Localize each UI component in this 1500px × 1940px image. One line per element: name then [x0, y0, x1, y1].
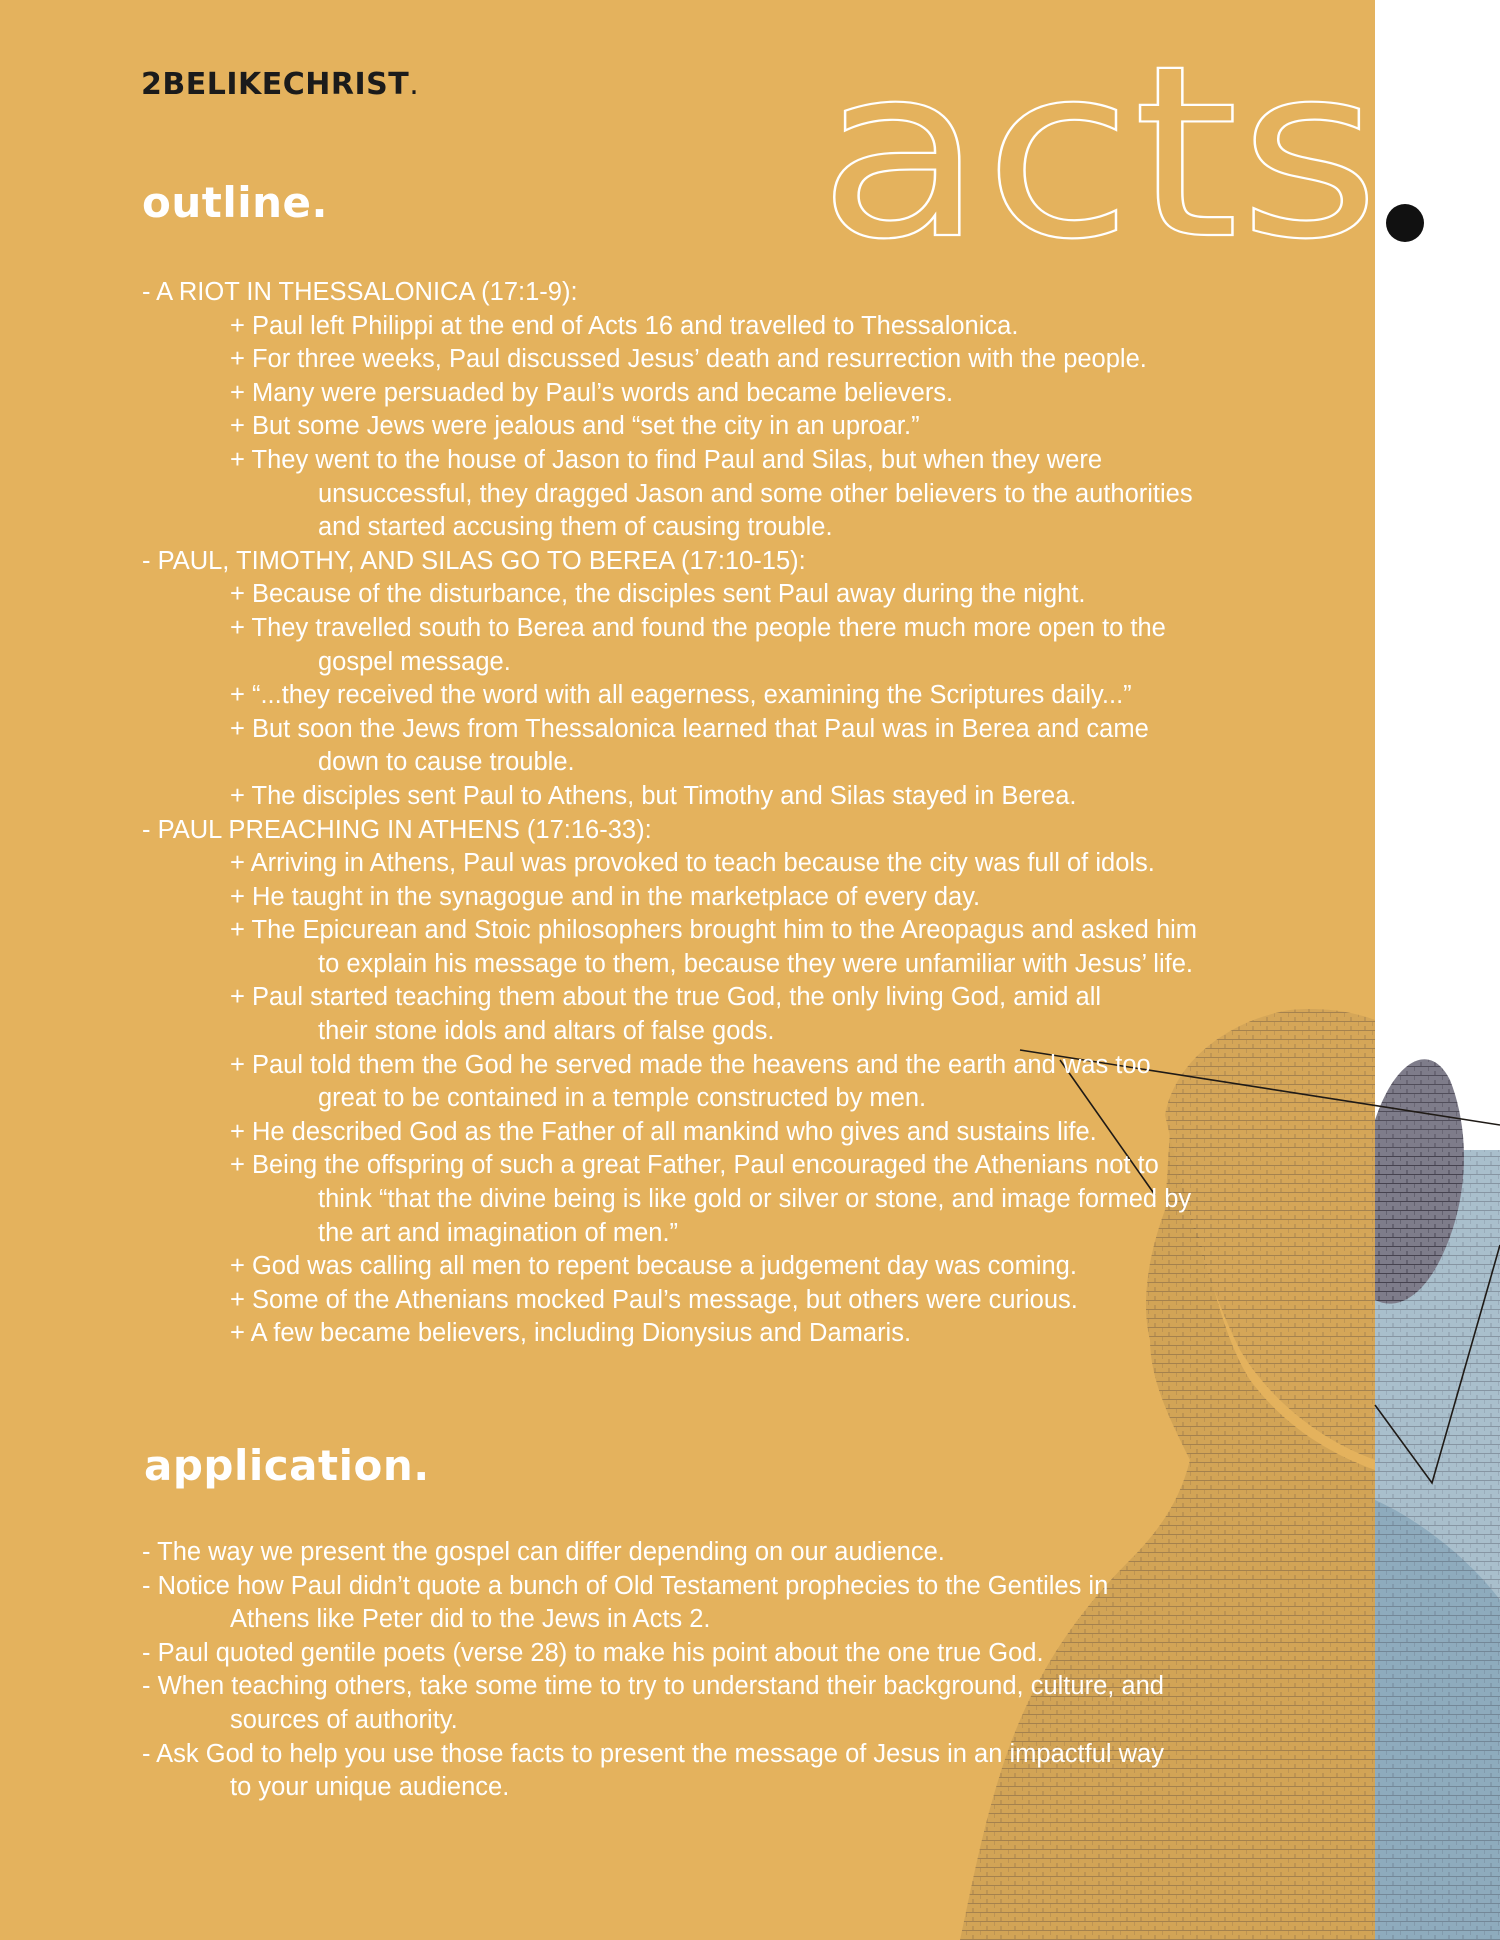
list-line: + The disciples sent Paul to Athens, but Timothy and Silas stayed in Berea.	[230, 781, 1077, 810]
list-line: - Paul quoted gentile poets (verse 28) to make his point about the one true God.	[142, 1638, 1044, 1667]
list-line: + Paul started teaching them about the true God, the only living God, amid all	[230, 983, 1102, 1012]
list-line: gospel message.	[318, 647, 511, 676]
list-line: down to cause trouble.	[318, 748, 575, 777]
outline-heading: outline.	[142, 178, 328, 227]
list-line: + For three weeks, Paul discussed Jesus’ death and resurrection with the people.	[230, 345, 1147, 374]
title-word: acts	[818, 15, 1380, 292]
list-line: - Notice how Paul didn’t quote a bunch of Old Testament prophecies to the Gentiles in	[142, 1571, 1109, 1600]
brand-logo	[141, 67, 419, 102]
list-line: + Some of the Athenians mocked Paul’s message, but others were curious.	[230, 1285, 1078, 1314]
list-line: + A few became believers, including Dionysius and Damaris.	[230, 1319, 912, 1348]
title-dot	[1386, 204, 1424, 242]
brand-name: 2BELIKECHRIST	[141, 67, 410, 102]
list-line: the art and imagination of men.”	[318, 1218, 679, 1247]
list-line: + The Epicurean and Stoic philosophers brought him to the Areopagus and asked him	[230, 916, 1198, 945]
list-line: unsuccessful, they dragged Jason and some other believers to the authorities	[318, 479, 1193, 508]
list-line: - A RIOT IN THESSALONICA (17:1-9):	[142, 278, 578, 306]
application-list	[142, 1536, 1292, 1805]
list-line: - The way we present the gospel can differ depending on our audience.	[142, 1538, 945, 1566]
statue-over-white	[1375, 1059, 1500, 1940]
list-line: - PAUL PREACHING IN ATHENS (17:16-33):	[142, 815, 652, 844]
list-line: + Paul told them the God he served made the heavens and the earth and was too	[230, 1050, 1151, 1079]
list-line: their stone idols and altars of false gods.	[318, 1017, 775, 1046]
list-line: Athens like Peter did to the Jews in Acts 2.	[230, 1605, 711, 1634]
outline-list	[142, 276, 1292, 1351]
list-line: great to be contained in a temple constructed by men.	[318, 1084, 927, 1113]
list-line: think “that the divine being is like gold or silver or stone, and image formed by	[318, 1185, 1192, 1214]
list-line: - PAUL, TIMOTHY, AND SILAS GO TO BEREA (17:10-15):	[142, 546, 806, 575]
list-line: and started accusing them of causing trouble.	[318, 513, 833, 542]
list-line: + He described God as the Father of all mankind who gives and sustains life.	[230, 1117, 1097, 1146]
list-line: + “...they received the word with all eagerness, examining the Scriptures daily...”	[230, 681, 1132, 710]
list-line: + They travelled south to Berea and found the people there much more open to the	[230, 613, 1166, 642]
list-line: - Ask God to help you use those facts to present the message of Jesus in an impactful way	[142, 1739, 1164, 1768]
list-line: + But some Jews were jealous and “set the city in an uproar.”	[230, 412, 920, 441]
list-line: + But soon the Jews from Thessalonica learned that Paul was in Berea and came	[230, 714, 1149, 743]
list-line: + Because of the disturbance, the disciples sent Paul away during the night.	[230, 580, 1086, 609]
list-line: + God was calling all men to repent because a judgement day was coming.	[230, 1252, 1077, 1281]
brand-dot: .	[409, 67, 420, 102]
list-line: + Arriving in Athens, Paul was provoked to teach because the city was full of idols.	[230, 849, 1155, 878]
list-line: sources of authority.	[230, 1705, 458, 1734]
application-heading: application.	[144, 1441, 430, 1490]
list-line: + They went to the house of Jason to find Paul and Silas, but when they were	[230, 445, 1103, 474]
list-line: - When teaching others, take some time to try to understand their background, culture, and	[142, 1672, 1164, 1701]
list-line: to your unique audience.	[230, 1773, 510, 1802]
list-line: + He taught in the synagogue and in the marketplace of every day.	[230, 882, 981, 911]
list-line: + Paul left Philippi at the end of Acts 16 and travelled to Thessalonica.	[230, 311, 1019, 340]
list-line: to explain his message to them, because they were unfamiliar with Jesus’ life.	[318, 949, 1193, 978]
list-line: + Being the offspring of such a great Father, Paul encouraged the Athenians not to	[230, 1151, 1159, 1180]
list-line: + Many were persuaded by Paul’s words and became believers.	[230, 378, 954, 407]
